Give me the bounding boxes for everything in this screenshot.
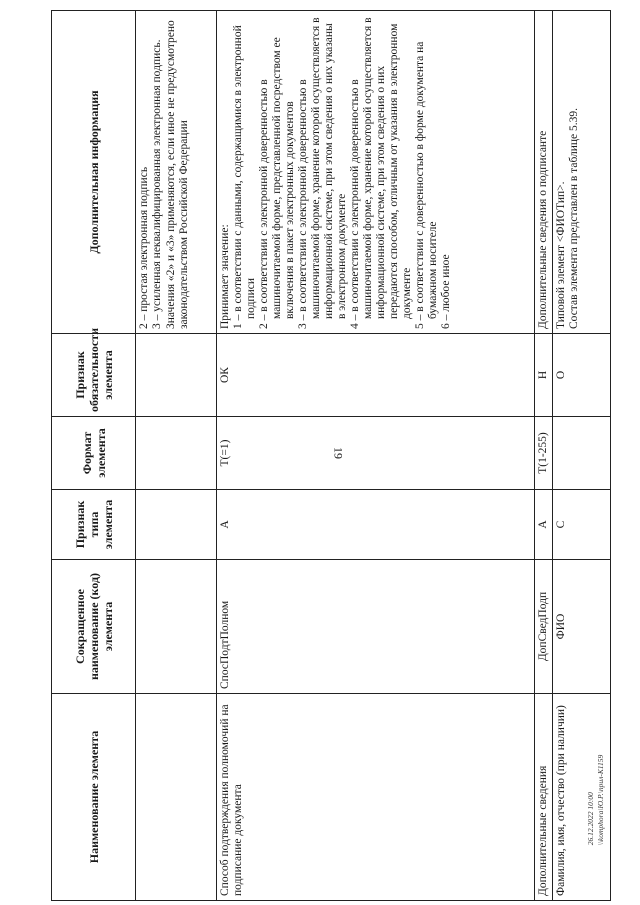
cell-code: ДопСведПодп xyxy=(535,560,553,694)
cell-required xyxy=(136,334,217,417)
page-number: 19 xyxy=(331,447,346,459)
cell-format xyxy=(553,417,611,490)
cell-code xyxy=(136,560,217,694)
cell-required: ОК xyxy=(217,334,535,417)
cell-type: А xyxy=(217,490,535,560)
cell-name: Фамилия, имя, отчество (при наличии) xyxy=(553,694,611,901)
stamp-path: \\komphora\Ю.Р.\прил-К1159 xyxy=(596,754,605,846)
cell-info xyxy=(217,11,535,334)
cell-name xyxy=(136,694,217,901)
cell-info xyxy=(553,11,611,334)
info-line: 4 – в соответствии с электронной доверенностью в машиночитаемой форме, хранение которой осуществляется в информационной системе, при этом сведения о них передаются способом, отличным от указания в электронном документе xyxy=(349,17,413,329)
header-element-name: Наименование элемента xyxy=(52,694,136,901)
info-line: 1 – в соответствии с данными, содержащимися в электронной подписи xyxy=(232,25,257,329)
cell-name: Способ подтверждения полномочий на подписание документа xyxy=(217,694,535,901)
table-row xyxy=(217,11,535,901)
cell-type xyxy=(136,490,217,560)
cell-code: ФИО xyxy=(553,560,611,694)
cell-format: Т(=1) xyxy=(217,417,535,490)
cell-format: Т(1-255) xyxy=(535,417,553,490)
cell-format xyxy=(136,417,217,490)
cell-name: Дополнительные сведения xyxy=(535,694,553,901)
cell-code: СпосПодтПолном xyxy=(217,560,535,694)
header-element-required: Признак обязательности элемента xyxy=(52,334,136,417)
info-line: 2 – в соответствии с электронной доверенностью в машиночитаемой форме, представленной посредством ее включения в пакет электронных документов xyxy=(258,37,296,329)
info-line: Состав элемента представлен в таблице 5.39. xyxy=(568,107,580,329)
cell-type: С xyxy=(553,490,611,560)
table-row xyxy=(553,11,611,901)
header-element-format: Формат элемента xyxy=(52,417,136,490)
info-line: 5 – в соответствии с доверенностью в форме документа на бумажном носителе xyxy=(414,41,439,329)
header-element-type: Признак типа элемента xyxy=(52,490,136,560)
cell-info: Дополнительные сведения о подписанте xyxy=(535,11,553,334)
table-header-row xyxy=(52,11,136,901)
table-row xyxy=(535,11,553,901)
cell-info xyxy=(136,11,217,334)
info-line: 6 – любое иное xyxy=(440,254,452,329)
cell-required: Н xyxy=(535,334,553,417)
table-row xyxy=(136,11,217,901)
info-line: 3 – в соответствии с электронной доверенностью в машиночитаемой форме, хранение которой осуществляется в информационной системе, при этом сведения о них указаны в электронном документе xyxy=(297,17,348,329)
stamp-date: 26.12.2022 10:00 xyxy=(586,792,595,846)
header-element-code: Сокращенное наименование (код) элемента xyxy=(52,560,136,694)
info-intro: Принимает значение: xyxy=(219,224,231,329)
elements-table xyxy=(51,10,611,901)
info-line: Типовой элемент <ФИОТип>. xyxy=(555,181,567,329)
rotated-table-container xyxy=(51,11,609,901)
info-line: 3 – усиленная неквалифицированная электронная подпись. xyxy=(151,39,163,329)
cell-type: А xyxy=(535,490,553,560)
cell-required: О xyxy=(553,334,611,417)
info-line: 2 – простая электронная подпись xyxy=(138,166,150,329)
info-note: Значения «2» и «3» применяются, если иное не предусмотрено законодательством Российской Федерации xyxy=(165,20,190,329)
header-additional-info: Дополнительная информация xyxy=(52,11,136,334)
